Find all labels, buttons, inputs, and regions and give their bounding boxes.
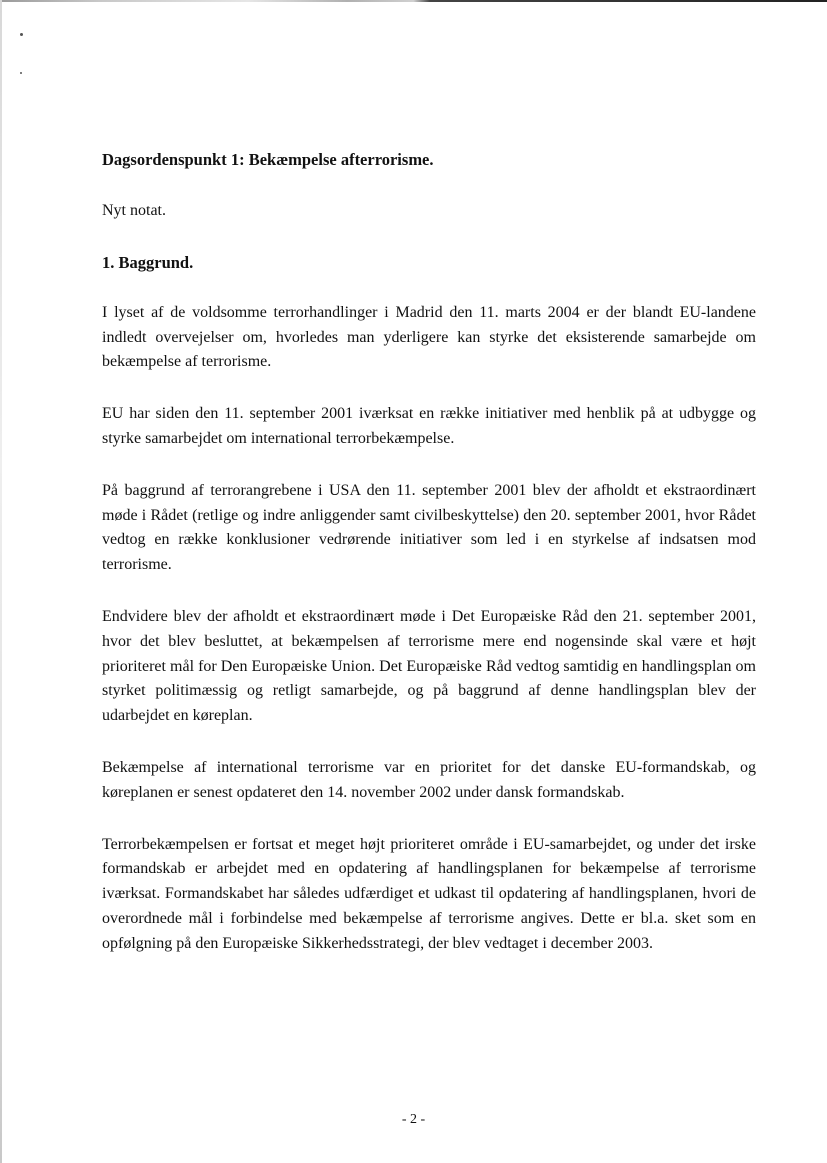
paragraph: EU har siden den 11. september 2001 iværksat en række initiativer med henblik på at udbygge og styrke samarbejdet om international terrorbekæmpelse. <box>102 405 756 447</box>
section-heading: 1. Baggrund. <box>102 252 194 272</box>
page-number: - 2 - <box>401 1112 426 1127</box>
document-body <box>102 148 756 957</box>
scan-speck <box>20 72 22 74</box>
paragraph: Endvidere blev der afholdt et ekstraordinært møde i Det Europæiske Råd den 21. september 2001, hvor det blev besluttet, at bekæmpelsen af terrorisme mere end nogensinde skal være et højt prioriteret mål for Den Europæiske Union. Det Europæiske Råd vedtog samtidig en handlingsplan om styrket politimæssig og retligt samarbejde, og på baggrund af denne handlingsplan blev der udarbejdet en køreplan. <box>102 607 756 725</box>
paragraph: I lyset af de voldsomme terrorhandlinger i Madrid den 11. marts 2004 er der blandt EU-landene indledt overvejelser om, hvorledes man yderligere kan styrke det eksisterende samarbejde om bekæmpelse af terrorisme. <box>102 303 756 371</box>
paragraph: På baggrund af terrorangrebene i USA den 11. september 2001 blev der afholdt et ekstraordinært møde i Rådet (retlige og indre anliggender samt civilbeskyttelse) den 20. september 2001, hvor Rådet vedtog en række konklusioner vedrørende initiativer som led i en styrkelse af indsatsen mod terrorisme. <box>102 481 756 574</box>
scan-left-edge <box>0 0 2 1163</box>
document-subtitle: Nyt notat. <box>102 202 166 219</box>
document-title: Dagsordenspunkt 1: Bekæmpelse afterrorisme. <box>102 150 434 169</box>
paragraph: Terrorbekæmpelsen er fortsat et meget højt prioriteret område i EU-samarbejdet, og under det irske formandskab er arbejdet med en opdatering af handlingsplanen for bekæmpelse af terrorisme iværksat. Formandskabet har således udfærdiget et udkast til opdatering af handlingsplanen, hvori de overordnede mål i forbindelse med bekæmpelse af terrorisme angives. Dette er bl.a. sket som en opfølgning på den Europæiske Sikkerhedsstrategi, der blev vedtaget i december 2003. <box>102 835 756 952</box>
scan-top-edge <box>0 0 827 2</box>
paragraph: Bekæmpelse af international terrorisme var en prioritet for det danske EU-formandskab, og køreplanen er senest opdateret den 14. november 2002 under dansk formandskab. <box>102 758 756 801</box>
scan-speck <box>20 33 23 36</box>
